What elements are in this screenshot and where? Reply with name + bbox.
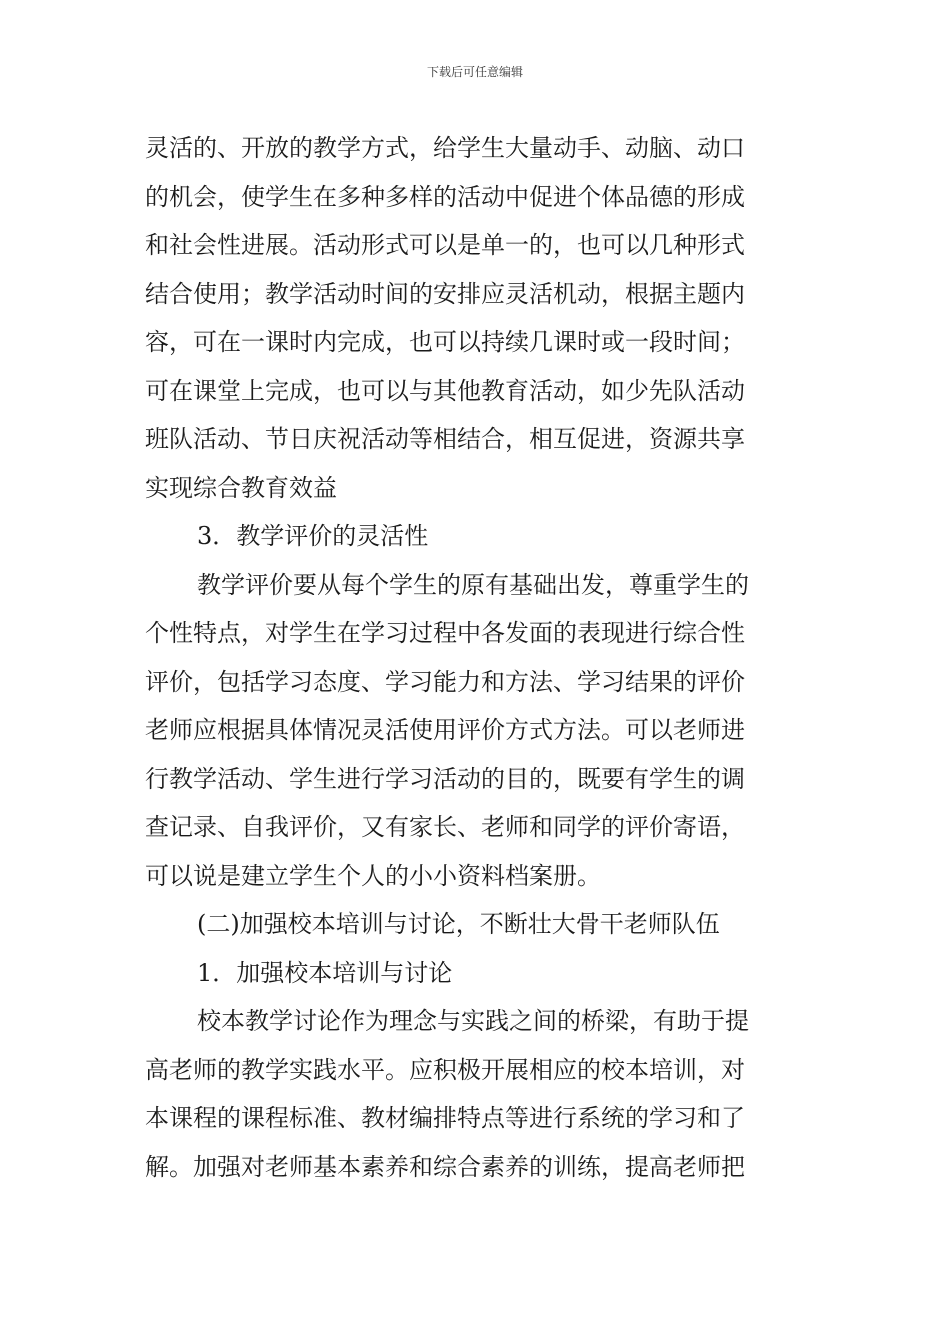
document-body [145, 124, 810, 1191]
text-line: 老师应根据具体情况灵活使用评价方式方法。可以老师进 [145, 716, 745, 744]
text-line: 评价，包括学习态度、学习能力和方法、学习结果的评价 [145, 667, 745, 696]
text-line: 容，可在一课时内完成，也可以持续几课时或一段时间； [145, 328, 745, 356]
text-line: 解。加强对老师基本素养和综合素养的训练，提高老师把 [145, 1152, 745, 1181]
text-line: 个性特点，对学生在学习过程中各发面的表现进行综合性 [145, 619, 745, 647]
subsection-heading: 1．加强校本培训与讨论 [197, 958, 453, 987]
text-line: 和社会性进展。活动形式可以是单一的，也可以几种形式 [145, 231, 745, 259]
text-line: 灵活的、开放的教学方式，给学生大量动手、动脑、动口 [145, 134, 745, 162]
section-heading: (二)加强校本培训与讨论，不断壮大骨干老师队伍 [197, 910, 720, 938]
text-line: 的机会，使学生在多种多样的活动中促进个体品德的形成 [145, 182, 745, 211]
text-line: 实现综合教育效益 [145, 473, 337, 502]
text-line: 班队活动、节日庆祝活动等相结合，相互促进，资源共享 [145, 425, 745, 453]
text-line: 本课程的课程标准、教材编排特点等进行系统的学习和了 [145, 1104, 745, 1132]
section-heading: 3．教学评价的灵活性 [197, 522, 429, 550]
page-header: 下载后可任意编辑 [426, 65, 523, 79]
text-line: 可以说是建立学生个人的小小资料档案册。 [145, 861, 601, 890]
paragraph-start: 教学评价要从每个学生的原有基础出发，尊重学生的 [197, 570, 749, 599]
text-line: 行教学活动、学生进行学习活动的目的，既要有学生的调 [145, 764, 745, 793]
text-line: 高老师的教学实践水平。应积极开展相应的校本培训，对 [145, 1055, 745, 1084]
text-line: 结合使用；教学活动时间的安排应灵活机动，根据主题内 [145, 279, 745, 308]
text-line: 可在课堂上完成，也可以与其他教育活动，如少先队活动 [145, 376, 745, 405]
paragraph-start: 校本教学讨论作为理念与实践之间的桥梁，有助于提 [197, 1007, 749, 1035]
text-line: 查记录、自我评价，又有家长、老师和同学的评价寄语， [145, 813, 745, 841]
